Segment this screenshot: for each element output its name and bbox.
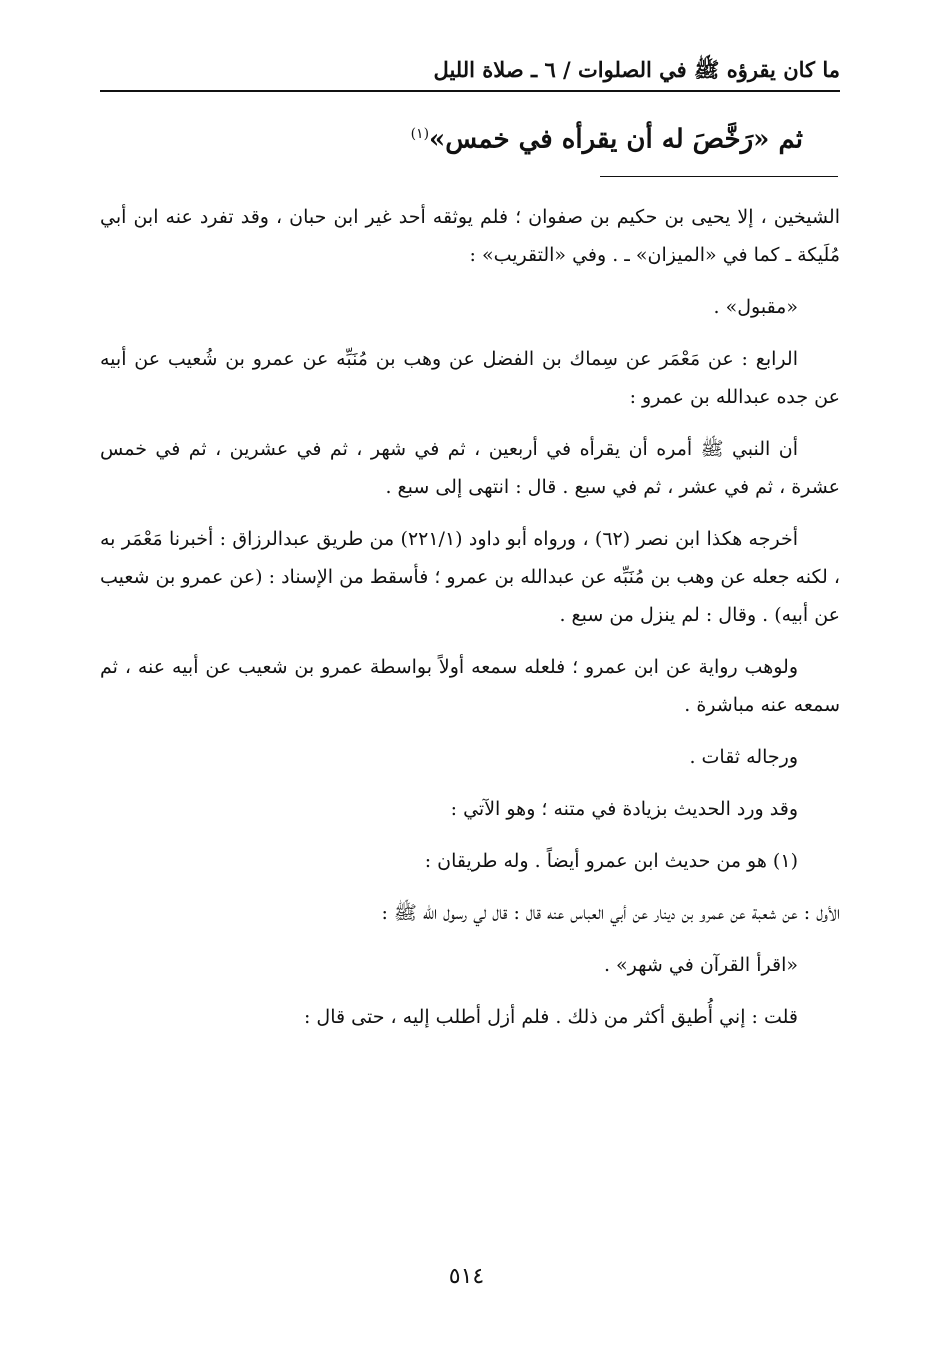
paragraph-narrators: ورجاله ثقات . bbox=[689, 746, 798, 768]
paragraph-addition: وقد ورد الحديث بزيادة في متنه ؛ وهو الآتي : bbox=[450, 798, 798, 820]
paragraph-reply: قلت : إني أُطيق أكثر من ذلك . فلم أزل أطلب إليه ، حتى قال : bbox=[303, 1006, 798, 1028]
header-rule bbox=[100, 90, 840, 92]
page-number: ٥١٤ bbox=[448, 1264, 485, 1289]
paragraph-takhrij: أخرجه هكذا ابن نصر (٦٢) ، ورواه أبو داود (٢٢١/١) من طريق عبدالرزاق : أخبرنا مَعْمَر به ، لكنه جعله عن وهب بن مُنَبِّه عن عبدالله بن عمرو ؛ فأسقط من الإسناد : (عن عمرو بن شعيب عن أبيه) . وقال : لم ينزل من سبع . bbox=[100, 528, 840, 626]
paragraph-first-route: الأول : عن شعبة عن عمرو بن دينار عن أبي العباس عنه قال : قال لي رسول الله ﷺ : bbox=[381, 902, 840, 924]
footnote-body bbox=[100, 198, 840, 1050]
paragraph-footnote-one: (١) هو من حديث ابن عمرو أيضاً . وله طريقان : bbox=[424, 850, 798, 872]
footnote-marker: (١) bbox=[410, 126, 430, 142]
paragraph-quote-maqbul: «مقبول» . bbox=[713, 296, 798, 318]
paragraph-continuation: الشيخين ، إلا يحيى بن حكيم بن صفوان ؛ فلم يوثقه أحد غير ابن حبان ، وقد تفرد عنه ابن أبي مُلَيكة ـ كما في «الميزان» ـ . وفي «التقريب» : bbox=[100, 206, 840, 266]
running-header: ما كان يقرؤه ﷺ في الصلوات / ٦ ـ صلاة الليل bbox=[433, 57, 840, 82]
section-heading bbox=[411, 116, 803, 158]
paragraph-wahb-note: ولوهب رواية عن ابن عمرو ؛ فلعله سمعه أولاً بواسطة عمرو بن شعيب عن أبيه عنه ، ثم سمعه عنه مباشرة . bbox=[100, 656, 840, 716]
paragraph-hadith-text: أن النبي ﷺ أمره أن يقرأه في أربعين ، ثم في شهر ، ثم في عشرين ، ثم في خمس عشرة ، ثم في عشر ، ثم في سبع . قال : انتهى إلى سبع . bbox=[100, 438, 840, 498]
paragraph-fourth-route: الرابع : عن مَعْمَر عن سِماك بن الفضل عن وهب بن مُنَبِّه عن عمرو بن شُعيب عن أبيه عن جده عبدالله بن عمرو : bbox=[100, 348, 840, 408]
paragraph-hadith-quote: «اقرأ القرآن في شهر» . bbox=[603, 954, 798, 976]
heading-text: ثم «رَخَّصَ له أن يقرأه في خمس» bbox=[429, 124, 803, 155]
footnote-separator bbox=[600, 176, 838, 177]
